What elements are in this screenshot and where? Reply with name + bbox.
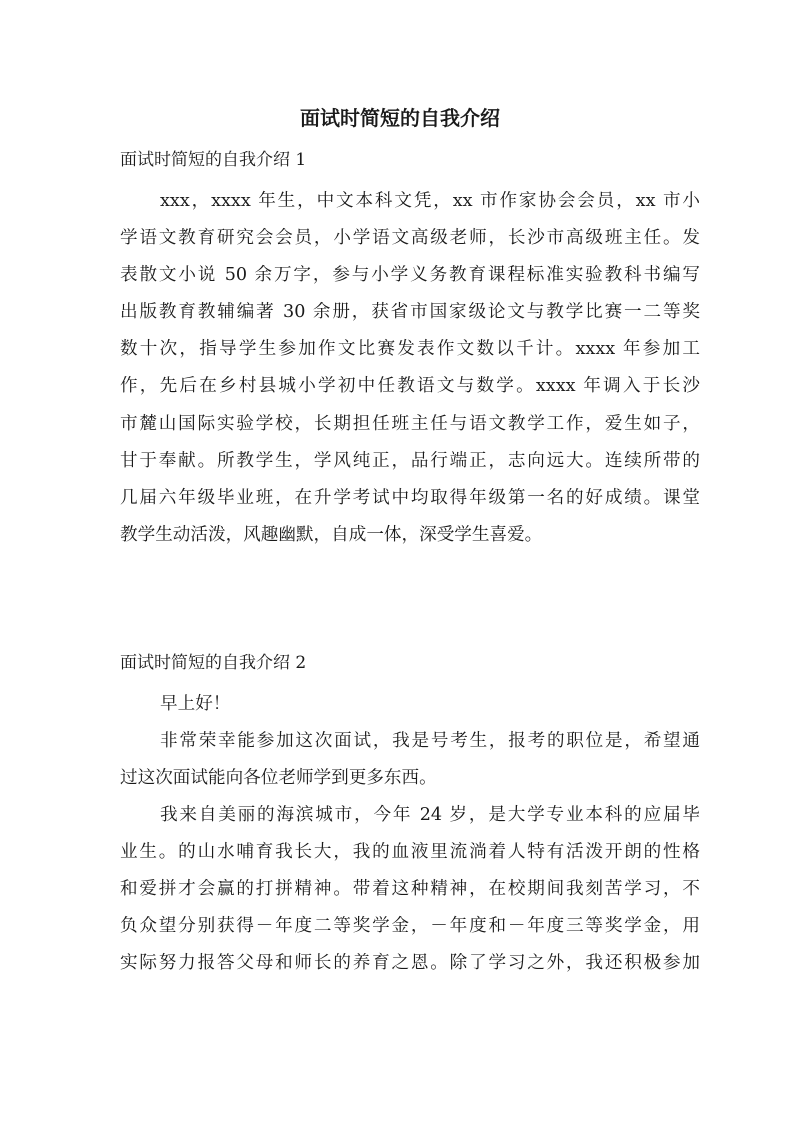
text-line: xxx，xxxx 年生，中文本科文凭，xx 市作家协会会员，xx 市小 bbox=[160, 191, 700, 211]
text-line: 出版教育教辅编著 30 余册，获省市国家级论文与教学比赛一二等奖 bbox=[120, 302, 700, 323]
section-1-paragraph-1 bbox=[120, 183, 700, 554]
text-line: 数十次，指导学生参加作文比赛发表作文数以千计。xxxx 年参加工 bbox=[120, 339, 700, 360]
text-line: 和爱拼才会赢的打拼精神。带着这种精神，在校期间我刻苦学习，不 bbox=[120, 879, 700, 900]
text-line: 负众望分别获得－年度二等奖学金，－年度和－年度三等奖学金，用 bbox=[120, 916, 700, 937]
text-line: 业生。的山水哺育我长大，我的血液里流淌着人特有活泼开朗的性格 bbox=[120, 842, 700, 863]
section-heading-1: 面试时简短的自我介绍 1 bbox=[120, 150, 307, 170]
text-line: 甘于奉献。所教学生，学风纯正，品行端正，志向远大。连续所带的 bbox=[120, 450, 700, 471]
document-title: 面试时简短的自我介绍 bbox=[300, 106, 500, 130]
section-2-paragraph-2 bbox=[120, 723, 700, 797]
section-2-paragraph-1 bbox=[120, 686, 700, 723]
section-heading-2: 面试时简短的自我介绍 2 bbox=[120, 653, 307, 673]
text-line: 实际努力报答父母和师长的养育之恩。除了学习之外，我还积极参加 bbox=[120, 953, 700, 974]
text-line: 非常荣幸能参加这次面试，我是号考生，报考的职位是，希望通 bbox=[160, 731, 700, 751]
text-line: 过这次面试能向各位老师学到更多东西。 bbox=[120, 768, 437, 789]
text-line: 学语文教育研究会会员，小学语文高级老师，长沙市高级班主任。发 bbox=[120, 228, 700, 249]
text-line: 表散文小说 50 余万字，参与小学义务教育课程标准实验教科书编写 bbox=[120, 265, 700, 286]
section-2-paragraph-3 bbox=[120, 797, 700, 982]
text-line: 教学生动活泼，风趣幽默，自成一体，深受学生喜爱。 bbox=[120, 524, 543, 545]
text-line: 早上好！ bbox=[160, 694, 231, 714]
text-line: 几届六年级毕业班，在升学考试中均取得年级第一名的好成绩。课堂 bbox=[120, 487, 700, 508]
text-line: 市麓山国际实验学校，长期担任班主任与语文教学工作，爱生如子， bbox=[120, 413, 700, 434]
text-line: 我来自美丽的海滨城市，今年 24 岁，是大学专业本科的应届毕 bbox=[160, 805, 700, 825]
text-line: 作，先后在乡村县城小学初中任教语文与数学。xxxx 年调入于长沙 bbox=[120, 376, 700, 397]
